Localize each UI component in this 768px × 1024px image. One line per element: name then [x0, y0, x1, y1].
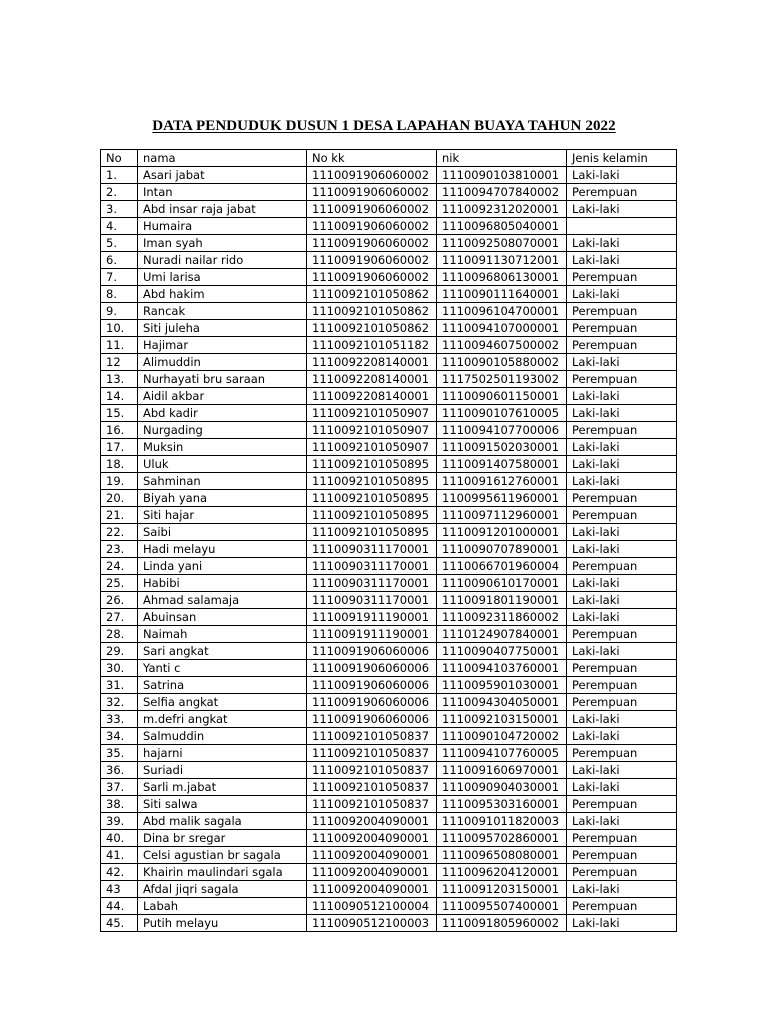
- cell-nik: 1110095702860001: [437, 830, 567, 847]
- table-row: [101, 575, 677, 592]
- cell-jenis-kelamin: Perempuan: [567, 898, 677, 915]
- table-row: [101, 439, 677, 456]
- table-row: [101, 762, 677, 779]
- cell-no-kk: 1110092101050837: [307, 796, 437, 813]
- cell-no: 10.: [101, 320, 138, 337]
- cell-no: 24.: [101, 558, 138, 575]
- cell-nama: Habibi: [138, 575, 307, 592]
- table-row: [101, 626, 677, 643]
- cell-nama: Uluk: [138, 456, 307, 473]
- cell-no-kk: 1110092101050907: [307, 422, 437, 439]
- cell-jenis-kelamin: Laki-laki: [567, 354, 677, 371]
- cell-nama: Muksin: [138, 439, 307, 456]
- cell-no-kk: 1110090311170001: [307, 592, 437, 609]
- cell-jenis-kelamin: Perempuan: [567, 745, 677, 762]
- cell-nik: 1110091805960002: [437, 915, 567, 932]
- cell-nama: Humaira: [138, 218, 307, 235]
- cell-nama: Siti juleha: [138, 320, 307, 337]
- cell-nama: Abuinsan: [138, 609, 307, 626]
- cell-nama: Dina br sregar: [138, 830, 307, 847]
- cell-no: 35.: [101, 745, 138, 762]
- cell-no: 1.: [101, 167, 138, 184]
- table-row: [101, 711, 677, 728]
- cell-nama: Abd malik sagala: [138, 813, 307, 830]
- cell-jenis-kelamin: Laki-laki: [567, 235, 677, 252]
- cell-jenis-kelamin: Perempuan: [567, 677, 677, 694]
- cell-nama: Satrina: [138, 677, 307, 694]
- cell-no: 4.: [101, 218, 138, 235]
- table-row: [101, 337, 677, 354]
- cell-no-kk: 1110092004090001: [307, 813, 437, 830]
- table-row: [101, 235, 677, 252]
- table-row: [101, 269, 677, 286]
- cell-nama: Linda yani: [138, 558, 307, 575]
- cell-nik: 1110091201000001: [437, 524, 567, 541]
- cell-no: 34.: [101, 728, 138, 745]
- cell-nama: Umi larisa: [138, 269, 307, 286]
- cell-no-kk: 1110091906060006: [307, 643, 437, 660]
- cell-jenis-kelamin: Laki-laki: [567, 609, 677, 626]
- cell-no-kk: 1110092101050862: [307, 303, 437, 320]
- cell-no: 45.: [101, 915, 138, 932]
- cell-jenis-kelamin: Laki-laki: [567, 473, 677, 490]
- cell-nik: 1110090103810001: [437, 167, 567, 184]
- table-row: [101, 592, 677, 609]
- cell-jenis-kelamin: Perempuan: [567, 422, 677, 439]
- cell-nama: Labah: [138, 898, 307, 915]
- cell-no-kk: 1110091906060002: [307, 218, 437, 235]
- cell-no-kk: 1110092004090001: [307, 830, 437, 847]
- cell-jenis-kelamin: Laki-laki: [567, 813, 677, 830]
- cell-nama: Nurhayati bru saraan: [138, 371, 307, 388]
- cell-nama: Sahminan: [138, 473, 307, 490]
- cell-no: 23.: [101, 541, 138, 558]
- cell-no: 25.: [101, 575, 138, 592]
- cell-jenis-kelamin: Laki-laki: [567, 728, 677, 745]
- cell-jenis-kelamin: Perempuan: [567, 694, 677, 711]
- cell-no-kk: 1110091906060002: [307, 235, 437, 252]
- cell-no-kk: 1110091906060002: [307, 252, 437, 269]
- cell-nik: 1110094107760005: [437, 745, 567, 762]
- table-row: [101, 388, 677, 405]
- cell-no-kk: 1110091906060006: [307, 694, 437, 711]
- table-row: [101, 779, 677, 796]
- cell-no: 32.: [101, 694, 138, 711]
- cell-nik: 1110096805040001: [437, 218, 567, 235]
- cell-nama: Ahmad salamaja: [138, 592, 307, 609]
- cell-no-kk: 1110091906060006: [307, 660, 437, 677]
- cell-no: 9.: [101, 303, 138, 320]
- cell-jenis-kelamin: Perempuan: [567, 847, 677, 864]
- table-row: [101, 286, 677, 303]
- cell-no: 3.: [101, 201, 138, 218]
- cell-no: 17.: [101, 439, 138, 456]
- cell-jenis-kelamin: Perempuan: [567, 796, 677, 813]
- cell-nik: 1110090601150001: [437, 388, 567, 405]
- cell-nik: 1110090104720002: [437, 728, 567, 745]
- cell-nama: Alimuddin: [138, 354, 307, 371]
- table-row: [101, 490, 677, 507]
- table-row: [101, 524, 677, 541]
- cell-no: 7.: [101, 269, 138, 286]
- table-row: [101, 541, 677, 558]
- cell-nik: 1110091801190001: [437, 592, 567, 609]
- table-row: [101, 167, 677, 184]
- table-row: [101, 830, 677, 847]
- cell-no: 22.: [101, 524, 138, 541]
- table-row: [101, 813, 677, 830]
- cell-no-kk: 1110091906060002: [307, 269, 437, 286]
- cell-no: 15.: [101, 405, 138, 422]
- cell-nik: 1110096508080001: [437, 847, 567, 864]
- cell-nik: 1110095507400001: [437, 898, 567, 915]
- cell-nama: Intan: [138, 184, 307, 201]
- table-row: [101, 558, 677, 575]
- cell-no-kk: 1110092101050895: [307, 456, 437, 473]
- cell-nik: 1110091203150001: [437, 881, 567, 898]
- cell-nama: Salmuddin: [138, 728, 307, 745]
- table-body: [101, 167, 677, 932]
- cell-jenis-kelamin: Laki-laki: [567, 524, 677, 541]
- cell-nik: 1110094607500002: [437, 337, 567, 354]
- table-row: [101, 422, 677, 439]
- cell-nik: 1110090707890001: [437, 541, 567, 558]
- table-row: [101, 864, 677, 881]
- table-row: [101, 881, 677, 898]
- header-no: No: [101, 150, 138, 167]
- cell-nama: Nurgading: [138, 422, 307, 439]
- cell-nik: 1110094103760001: [437, 660, 567, 677]
- cell-no-kk: 1110092208140001: [307, 354, 437, 371]
- table-row: [101, 677, 677, 694]
- table-row: [101, 915, 677, 932]
- cell-no-kk: 1110091906060006: [307, 677, 437, 694]
- cell-nama: Siti hajar: [138, 507, 307, 524]
- cell-nik: 1110091130712001: [437, 252, 567, 269]
- cell-nik: 1110094107000001: [437, 320, 567, 337]
- cell-no: 26.: [101, 592, 138, 609]
- cell-no: 27.: [101, 609, 138, 626]
- cell-nama: Siti salwa: [138, 796, 307, 813]
- cell-jenis-kelamin: Perempuan: [567, 371, 677, 388]
- header-nama: nama: [138, 150, 307, 167]
- cell-jenis-kelamin: Perempuan: [567, 558, 677, 575]
- cell-nik: 1110095303160001: [437, 796, 567, 813]
- cell-nik: 1110094107700006: [437, 422, 567, 439]
- cell-nik: 1100995611960001: [437, 490, 567, 507]
- cell-no: 28.: [101, 626, 138, 643]
- cell-jenis-kelamin: Laki-laki: [567, 881, 677, 898]
- cell-no-kk: 1110092004090001: [307, 881, 437, 898]
- cell-no-kk: 1110090512100003: [307, 915, 437, 932]
- cell-nama: m.defri angkat: [138, 711, 307, 728]
- table-row: [101, 643, 677, 660]
- cell-nama: Abd hakim: [138, 286, 307, 303]
- table-row: [101, 473, 677, 490]
- cell-jenis-kelamin: Perempuan: [567, 660, 677, 677]
- cell-jenis-kelamin: Laki-laki: [567, 201, 677, 218]
- table-row: [101, 303, 677, 320]
- cell-no: 31.: [101, 677, 138, 694]
- cell-no-kk: 1110092101050862: [307, 286, 437, 303]
- cell-no-kk: 1110090311170001: [307, 575, 437, 592]
- cell-jenis-kelamin: Laki-laki: [567, 711, 677, 728]
- cell-no: 11.: [101, 337, 138, 354]
- table-row: [101, 201, 677, 218]
- cell-no-kk: 1110092101050895: [307, 524, 437, 541]
- cell-no: 5.: [101, 235, 138, 252]
- cell-nama: Celsi agustian br sagala: [138, 847, 307, 864]
- cell-nik: 1110091011820003: [437, 813, 567, 830]
- cell-nik: 1110096104700001: [437, 303, 567, 320]
- cell-jenis-kelamin: Laki-laki: [567, 286, 677, 303]
- cell-nik: 1110090105880002: [437, 354, 567, 371]
- cell-no: 37.: [101, 779, 138, 796]
- cell-no-kk: 1110092101050837: [307, 745, 437, 762]
- cell-jenis-kelamin: Perempuan: [567, 320, 677, 337]
- cell-no: 21.: [101, 507, 138, 524]
- cell-nik: 1110094304050001: [437, 694, 567, 711]
- cell-jenis-kelamin: Perempuan: [567, 490, 677, 507]
- table-row: [101, 184, 677, 201]
- cell-no-kk: 1110091906060002: [307, 184, 437, 201]
- cell-jenis-kelamin: Laki-laki: [567, 388, 677, 405]
- cell-nik: 1110091612760001: [437, 473, 567, 490]
- cell-nik: 1110092311860002: [437, 609, 567, 626]
- cell-nik: 1110091407580001: [437, 456, 567, 473]
- cell-no-kk: 1110090512100004: [307, 898, 437, 915]
- cell-no: 44.: [101, 898, 138, 915]
- cell-nama: Iman syah: [138, 235, 307, 252]
- cell-no: 39.: [101, 813, 138, 830]
- table-row: [101, 609, 677, 626]
- cell-no-kk: 1110092101050837: [307, 728, 437, 745]
- cell-nama: hajarni: [138, 745, 307, 762]
- cell-nik: 1110094707840002: [437, 184, 567, 201]
- table-row: [101, 898, 677, 915]
- cell-no: 30.: [101, 660, 138, 677]
- cell-jenis-kelamin: Laki-laki: [567, 779, 677, 796]
- table-row: [101, 745, 677, 762]
- cell-nik: 1110091606970001: [437, 762, 567, 779]
- cell-jenis-kelamin: Perempuan: [567, 303, 677, 320]
- cell-nik: 1110092103150001: [437, 711, 567, 728]
- cell-no: 18.: [101, 456, 138, 473]
- cell-no: 12: [101, 354, 138, 371]
- cell-jenis-kelamin: Laki-laki: [567, 592, 677, 609]
- cell-jenis-kelamin: Laki-laki: [567, 643, 677, 660]
- cell-nama: Saibi: [138, 524, 307, 541]
- table-row: [101, 320, 677, 337]
- cell-no: 43: [101, 881, 138, 898]
- cell-no-kk: 1110092101050895: [307, 507, 437, 524]
- cell-jenis-kelamin: Laki-laki: [567, 439, 677, 456]
- cell-jenis-kelamin: Laki-laki: [567, 456, 677, 473]
- cell-no: 41.: [101, 847, 138, 864]
- cell-jenis-kelamin: Laki-laki: [567, 252, 677, 269]
- cell-no: 29.: [101, 643, 138, 660]
- cell-nik: 1110097112960001: [437, 507, 567, 524]
- cell-no-kk: 1110091911190001: [307, 626, 437, 643]
- cell-jenis-kelamin: Perempuan: [567, 507, 677, 524]
- cell-nik: 1110124907840001: [437, 626, 567, 643]
- cell-nama: Sarli m.jabat: [138, 779, 307, 796]
- cell-nik: 1110090107610005: [437, 405, 567, 422]
- cell-no-kk: 1110092101050862: [307, 320, 437, 337]
- cell-no-kk: 1110092101050895: [307, 490, 437, 507]
- cell-nik: 1110096204120001: [437, 864, 567, 881]
- cell-nik: 1110092312020001: [437, 201, 567, 218]
- cell-nik: 1110090407750001: [437, 643, 567, 660]
- cell-no: 16.: [101, 422, 138, 439]
- cell-nik: 1110090904030001: [437, 779, 567, 796]
- cell-jenis-kelamin: Perempuan: [567, 184, 677, 201]
- cell-no-kk: 1110092101051182: [307, 337, 437, 354]
- cell-no-kk: 1110092101050837: [307, 762, 437, 779]
- cell-nama: Yanti c: [138, 660, 307, 677]
- cell-jenis-kelamin: Laki-laki: [567, 167, 677, 184]
- cell-no: 36.: [101, 762, 138, 779]
- cell-jenis-kelamin: Laki-laki: [567, 541, 677, 558]
- cell-nik: 1117502501193002: [437, 371, 567, 388]
- cell-no-kk: 1110091906060006: [307, 711, 437, 728]
- cell-no: 42.: [101, 864, 138, 881]
- cell-jenis-kelamin: Perempuan: [567, 269, 677, 286]
- cell-nama: Biyah yana: [138, 490, 307, 507]
- cell-nama: Hajimar: [138, 337, 307, 354]
- cell-no-kk: 1110092208140001: [307, 371, 437, 388]
- cell-nama: Rancak: [138, 303, 307, 320]
- table-row: [101, 694, 677, 711]
- cell-jenis-kelamin: Perempuan: [567, 337, 677, 354]
- cell-nik: 1110091502030001: [437, 439, 567, 456]
- cell-no: 14.: [101, 388, 138, 405]
- table-row: [101, 456, 677, 473]
- cell-jenis-kelamin: Laki-laki: [567, 405, 677, 422]
- cell-nik: 1110090111640001: [437, 286, 567, 303]
- cell-nik: 1110096806130001: [437, 269, 567, 286]
- cell-nik: 1110095901030001: [437, 677, 567, 694]
- cell-nama: Khairin maulindari sgala: [138, 864, 307, 881]
- header-no-kk: No kk: [307, 150, 437, 167]
- cell-no: 2.: [101, 184, 138, 201]
- cell-nama: Suriadi: [138, 762, 307, 779]
- cell-nik: 1110090610170001: [437, 575, 567, 592]
- cell-no: 33.: [101, 711, 138, 728]
- cell-no: 8.: [101, 286, 138, 303]
- header-jenis-kelamin: Jenis kelamin: [567, 150, 677, 167]
- cell-no-kk: 1110091906060002: [307, 167, 437, 184]
- cell-no: 19.: [101, 473, 138, 490]
- cell-no-kk: 1110092101050907: [307, 439, 437, 456]
- cell-no-kk: 1110092101050907: [307, 405, 437, 422]
- cell-nama: Putih melayu: [138, 915, 307, 932]
- cell-no: 40.: [101, 830, 138, 847]
- cell-no-kk: 1110092101050895: [307, 473, 437, 490]
- table-row: [101, 405, 677, 422]
- document-title: DATA PENDUDUK DUSUN 1 DESA LAPAHAN BUAYA TAHUN 2022: [152, 118, 616, 134]
- table-row: [101, 507, 677, 524]
- cell-no-kk: 1110092208140001: [307, 388, 437, 405]
- cell-nama: Abd kadir: [138, 405, 307, 422]
- cell-no: 20.: [101, 490, 138, 507]
- cell-jenis-kelamin: Laki-laki: [567, 575, 677, 592]
- table-row: [101, 218, 677, 235]
- table-row: [101, 354, 677, 371]
- cell-jenis-kelamin: [567, 218, 677, 235]
- header-nik: nik: [437, 150, 567, 167]
- table-header-row: [101, 150, 677, 167]
- cell-no-kk: 1110092101050837: [307, 779, 437, 796]
- cell-no: 13.: [101, 371, 138, 388]
- cell-nama: Aidil akbar: [138, 388, 307, 405]
- cell-jenis-kelamin: Laki-laki: [567, 915, 677, 932]
- table-row: [101, 660, 677, 677]
- cell-no-kk: 1110090311170001: [307, 541, 437, 558]
- cell-no: 38.: [101, 796, 138, 813]
- cell-no: 6.: [101, 252, 138, 269]
- cell-nik: 1110092508070001: [437, 235, 567, 252]
- table-row: [101, 371, 677, 388]
- cell-nama: Hadi melayu: [138, 541, 307, 558]
- cell-nama: Abd insar raja jabat: [138, 201, 307, 218]
- cell-no-kk: 1110092004090001: [307, 847, 437, 864]
- cell-nama: Sari angkat: [138, 643, 307, 660]
- table-row: [101, 252, 677, 269]
- cell-nama: Naimah: [138, 626, 307, 643]
- population-table: [100, 149, 677, 932]
- table-row: [101, 847, 677, 864]
- cell-nama: Selfia angkat: [138, 694, 307, 711]
- cell-nama: Afdal jiqri sagala: [138, 881, 307, 898]
- cell-jenis-kelamin: Perempuan: [567, 830, 677, 847]
- cell-no-kk: 1110090311170001: [307, 558, 437, 575]
- cell-nama: Asari jabat: [138, 167, 307, 184]
- cell-no-kk: 1110091906060002: [307, 201, 437, 218]
- cell-jenis-kelamin: Perempuan: [567, 626, 677, 643]
- cell-nama: Nuradi nailar rido: [138, 252, 307, 269]
- table-row: [101, 796, 677, 813]
- cell-jenis-kelamin: Laki-laki: [567, 762, 677, 779]
- cell-nik: 1110066701960004: [437, 558, 567, 575]
- cell-no-kk: 1110091911190001: [307, 609, 437, 626]
- cell-no-kk: 1110092004090001: [307, 864, 437, 881]
- table-row: [101, 728, 677, 745]
- cell-jenis-kelamin: Perempuan: [567, 864, 677, 881]
